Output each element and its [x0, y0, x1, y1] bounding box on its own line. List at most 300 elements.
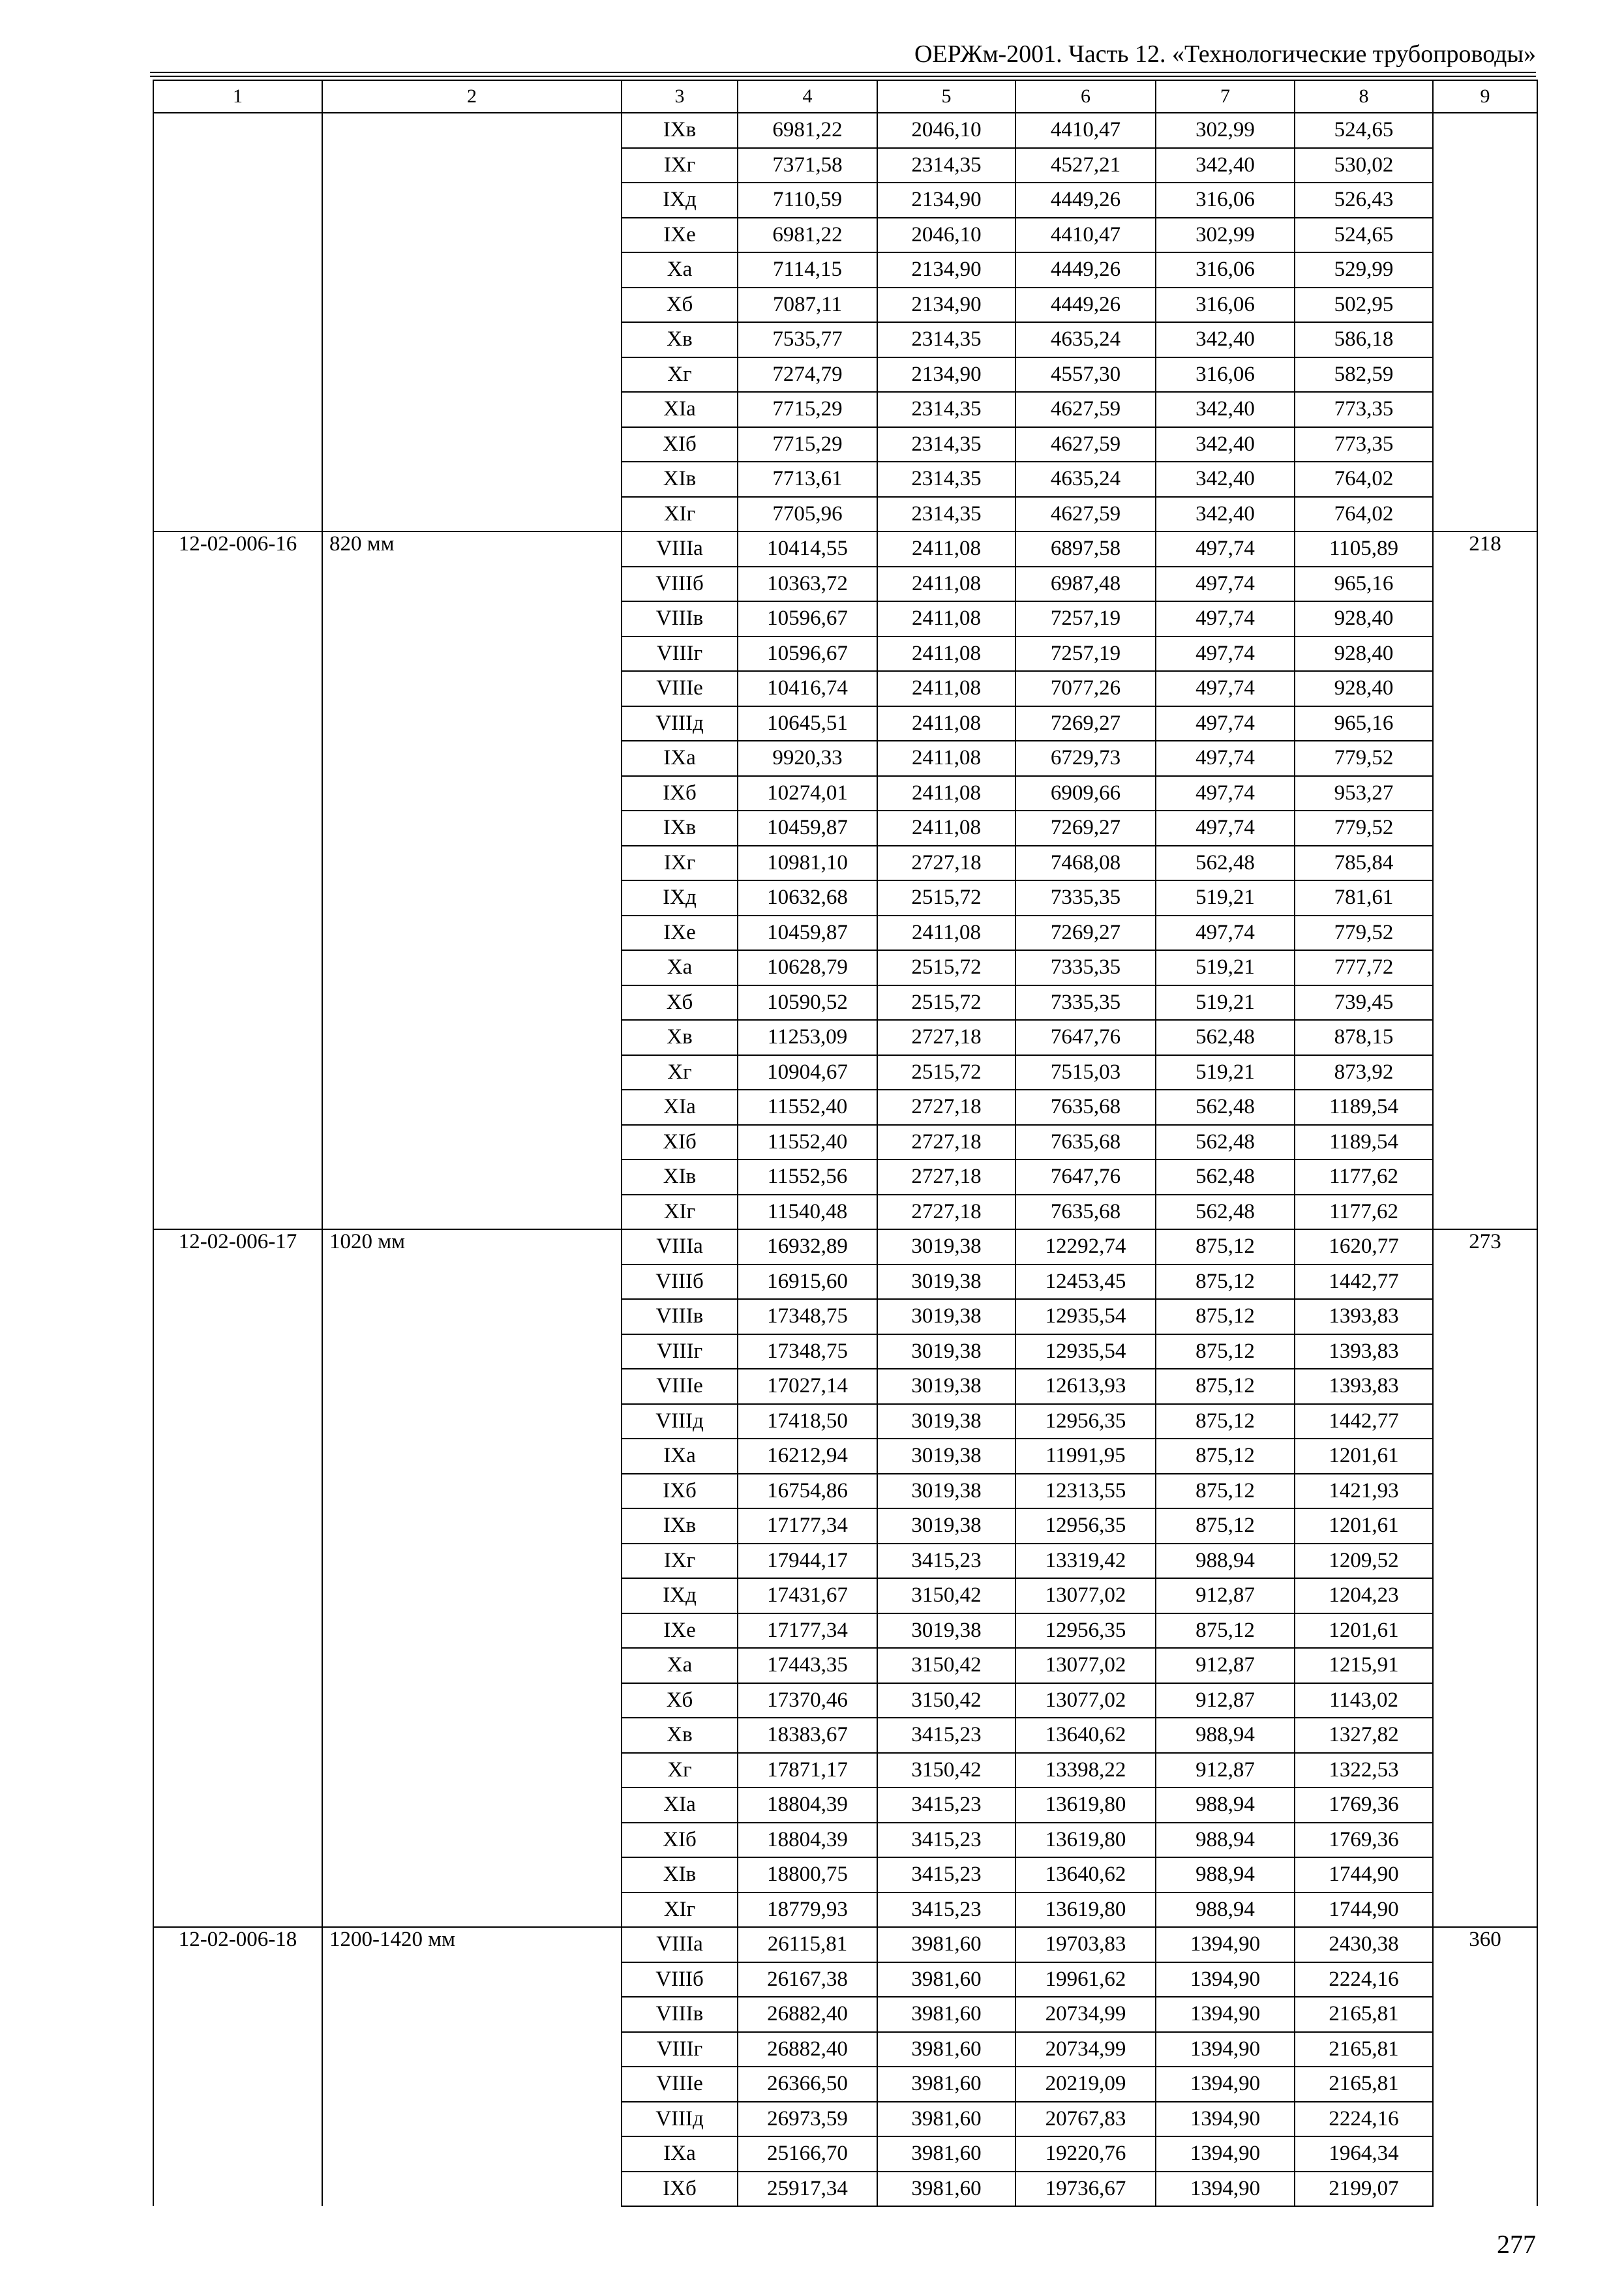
category-cell: Xв	[622, 1020, 738, 1055]
table-row	[153, 1229, 1537, 1264]
machine-cost-cell: 7335,35	[1015, 950, 1156, 985]
materials-cost-cell: 965,16	[1295, 706, 1433, 741]
operator-wages-cell: 562,48	[1156, 846, 1295, 881]
operator-wages-cell: 497,74	[1156, 916, 1295, 951]
total-cost-cell: 17418,50	[738, 1404, 877, 1439]
operator-wages-cell: 875,12	[1156, 1264, 1295, 1300]
category-cell: VIIIд	[622, 1404, 738, 1439]
column-number: 5	[877, 80, 1015, 113]
operator-wages-cell: 519,21	[1156, 880, 1295, 916]
operator-wages-cell: 1394,90	[1156, 2172, 1295, 2207]
machine-cost-cell: 13319,42	[1015, 1544, 1156, 1579]
total-cost-cell: 17431,67	[738, 1578, 877, 1613]
wages-cell: 3019,38	[877, 1369, 1015, 1404]
category-cell: Xа	[622, 1648, 738, 1683]
materials-cost-cell: 1442,77	[1295, 1404, 1433, 1439]
wages-cell: 3019,38	[877, 1334, 1015, 1369]
machine-cost-cell: 4627,59	[1015, 497, 1156, 532]
machine-cost-cell: 7077,26	[1015, 671, 1156, 706]
operator-wages-cell: 562,48	[1156, 1020, 1295, 1055]
category-cell: IXг	[622, 148, 738, 183]
materials-cost-cell: 2165,81	[1295, 2032, 1433, 2067]
wages-cell: 2411,08	[877, 706, 1015, 741]
category-cell: IXб	[622, 2172, 738, 2207]
materials-cost-cell: 1215,91	[1295, 1648, 1433, 1683]
wages-cell: 2314,35	[877, 148, 1015, 183]
wages-cell: 2727,18	[877, 1090, 1015, 1125]
machine-cost-cell: 12935,54	[1015, 1334, 1156, 1369]
operator-wages-cell: 912,87	[1156, 1648, 1295, 1683]
total-cost-cell: 7713,61	[738, 462, 877, 497]
category-cell: XIв	[622, 1857, 738, 1893]
total-cost-cell: 17177,34	[738, 1508, 877, 1544]
operator-wages-cell: 342,40	[1156, 322, 1295, 357]
operator-wages-cell: 316,06	[1156, 252, 1295, 288]
category-cell: Xб	[622, 985, 738, 1021]
operator-wages-cell: 912,87	[1156, 1753, 1295, 1788]
category-cell: VIIIг	[622, 636, 738, 672]
operator-wages-cell: 497,74	[1156, 531, 1295, 567]
materials-cost-cell: 1769,36	[1295, 1823, 1433, 1858]
wages-cell: 3019,38	[877, 1439, 1015, 1474]
operator-wages-cell: 988,94	[1156, 1788, 1295, 1823]
category-cell: IXе	[622, 916, 738, 951]
total-cost-cell: 7087,11	[738, 288, 877, 323]
wages-cell: 3019,38	[877, 1229, 1015, 1264]
operator-wages-cell: 875,12	[1156, 1613, 1295, 1649]
total-cost-cell: 11552,40	[738, 1125, 877, 1160]
materials-cost-cell: 764,02	[1295, 497, 1433, 532]
materials-cost-cell: 777,72	[1295, 950, 1433, 985]
total-cost-cell: 17871,17	[738, 1753, 877, 1788]
category-cell: VIIIб	[622, 567, 738, 602]
total-cost-cell: 10904,67	[738, 1055, 877, 1090]
category-cell: IXв	[622, 811, 738, 846]
materials-cost-cell: 524,65	[1295, 113, 1433, 148]
operator-wages-cell: 342,40	[1156, 392, 1295, 427]
operator-wages-cell: 1394,90	[1156, 2067, 1295, 2102]
machine-cost-cell: 13077,02	[1015, 1578, 1156, 1613]
price-table	[153, 80, 1538, 2207]
materials-cost-cell: 878,15	[1295, 1020, 1433, 1055]
machine-cost-cell: 20767,83	[1015, 2102, 1156, 2137]
materials-cost-cell: 739,45	[1295, 985, 1433, 1021]
wages-cell: 2411,08	[877, 811, 1015, 846]
machine-cost-cell: 7269,27	[1015, 706, 1156, 741]
wages-cell: 2134,90	[877, 288, 1015, 323]
machine-cost-cell: 4449,26	[1015, 252, 1156, 288]
category-cell: VIIIа	[622, 1927, 738, 1962]
machine-cost-cell: 13077,02	[1015, 1683, 1156, 1718]
page-number: 277	[1497, 2230, 1536, 2259]
wages-cell: 3150,42	[877, 1648, 1015, 1683]
category-cell: IXа	[622, 1439, 738, 1474]
category-cell: IXг	[622, 1544, 738, 1579]
total-cost-cell: 7705,96	[738, 497, 877, 532]
operator-wages-cell: 1394,90	[1156, 1962, 1295, 1997]
category-cell: VIIIа	[622, 1229, 738, 1264]
machine-cost-cell: 7635,68	[1015, 1125, 1156, 1160]
category-cell: VIIIб	[622, 1962, 738, 1997]
materials-cost-cell: 953,27	[1295, 776, 1433, 811]
total-cost-cell: 7110,59	[738, 183, 877, 218]
wages-cell: 3019,38	[877, 1508, 1015, 1544]
category-cell: IXе	[622, 218, 738, 253]
category-cell: VIIIа	[622, 531, 738, 567]
machine-cost-cell: 12956,35	[1015, 1613, 1156, 1649]
category-cell: Xб	[622, 288, 738, 323]
machine-cost-cell: 4410,47	[1015, 218, 1156, 253]
wages-cell: 3150,42	[877, 1578, 1015, 1613]
operator-wages-cell: 875,12	[1156, 1404, 1295, 1439]
wages-cell: 3981,60	[877, 2136, 1015, 2172]
operator-wages-cell: 497,74	[1156, 776, 1295, 811]
operator-wages-cell: 912,87	[1156, 1683, 1295, 1718]
wages-cell: 2411,08	[877, 636, 1015, 672]
machine-cost-cell: 6909,66	[1015, 776, 1156, 811]
materials-cost-cell: 965,16	[1295, 567, 1433, 602]
materials-cost-cell: 764,02	[1295, 462, 1433, 497]
wages-cell: 2046,10	[877, 113, 1015, 148]
operator-wages-cell: 342,40	[1156, 462, 1295, 497]
total-cost-cell: 10459,87	[738, 811, 877, 846]
wages-cell: 2134,90	[877, 183, 1015, 218]
total-cost-cell: 16754,86	[738, 1474, 877, 1509]
materials-cost-cell: 1442,77	[1295, 1264, 1433, 1300]
materials-cost-cell: 928,40	[1295, 671, 1433, 706]
column-number-row	[153, 80, 1537, 113]
operator-wages-cell: 912,87	[1156, 1578, 1295, 1613]
total-cost-cell: 10645,51	[738, 706, 877, 741]
operator-wages-cell: 497,74	[1156, 567, 1295, 602]
machine-cost-cell: 7647,76	[1015, 1020, 1156, 1055]
category-cell: IXа	[622, 741, 738, 776]
wages-cell: 2727,18	[877, 1159, 1015, 1195]
column-number: 4	[738, 80, 877, 113]
total-cost-cell: 11552,40	[738, 1090, 877, 1125]
materials-cost-cell: 1201,61	[1295, 1508, 1433, 1544]
total-cost-cell: 10363,72	[738, 567, 877, 602]
operator-wages-cell: 342,40	[1156, 497, 1295, 532]
operator-wages-cell: 497,74	[1156, 636, 1295, 672]
machine-cost-cell: 12935,54	[1015, 1299, 1156, 1334]
total-cost-cell: 18804,39	[738, 1788, 877, 1823]
wages-cell: 3415,23	[877, 1544, 1015, 1579]
materials-cost-cell: 779,52	[1295, 741, 1433, 776]
code-cell	[153, 113, 322, 531]
wages-cell: 2411,08	[877, 916, 1015, 951]
operator-wages-cell: 875,12	[1156, 1334, 1295, 1369]
wages-cell: 2411,08	[877, 601, 1015, 636]
wages-cell: 2727,18	[877, 846, 1015, 881]
operator-wages-cell: 1394,90	[1156, 1997, 1295, 2032]
diameter-cell	[322, 113, 622, 531]
labor-cell: 360	[1433, 1927, 1537, 2206]
machine-cost-cell: 12956,35	[1015, 1508, 1156, 1544]
wages-cell: 2314,35	[877, 462, 1015, 497]
materials-cost-cell: 1421,93	[1295, 1474, 1433, 1509]
materials-cost-cell: 928,40	[1295, 601, 1433, 636]
total-cost-cell: 25166,70	[738, 2136, 877, 2172]
wages-cell: 3981,60	[877, 1997, 1015, 2032]
materials-cost-cell: 779,52	[1295, 811, 1433, 846]
machine-cost-cell: 13619,80	[1015, 1788, 1156, 1823]
wages-cell: 3415,23	[877, 1718, 1015, 1753]
machine-cost-cell: 20734,99	[1015, 2032, 1156, 2067]
total-cost-cell: 26973,59	[738, 2102, 877, 2137]
materials-cost-cell: 1393,83	[1295, 1369, 1433, 1404]
total-cost-cell: 10416,74	[738, 671, 877, 706]
code-cell: 12-02-006-16	[153, 531, 322, 1229]
operator-wages-cell: 875,12	[1156, 1369, 1295, 1404]
machine-cost-cell: 12292,74	[1015, 1229, 1156, 1264]
category-cell: XIг	[622, 1195, 738, 1230]
category-cell: IXб	[622, 1474, 738, 1509]
materials-cost-cell: 1189,54	[1295, 1090, 1433, 1125]
wages-cell: 3981,60	[877, 2102, 1015, 2137]
materials-cost-cell: 785,84	[1295, 846, 1433, 881]
machine-cost-cell: 4527,21	[1015, 148, 1156, 183]
machine-cost-cell: 7269,27	[1015, 916, 1156, 951]
machine-cost-cell: 6897,58	[1015, 531, 1156, 567]
materials-cost-cell: 2199,07	[1295, 2172, 1433, 2207]
category-cell: XIа	[622, 1090, 738, 1125]
total-cost-cell: 26366,50	[738, 2067, 877, 2102]
category-cell: XIа	[622, 392, 738, 427]
operator-wages-cell: 316,06	[1156, 288, 1295, 323]
operator-wages-cell: 316,06	[1156, 183, 1295, 218]
wages-cell: 3981,60	[877, 1927, 1015, 1962]
total-cost-cell: 16212,94	[738, 1439, 877, 1474]
total-cost-cell: 17348,75	[738, 1334, 877, 1369]
operator-wages-cell: 875,12	[1156, 1474, 1295, 1509]
operator-wages-cell: 875,12	[1156, 1439, 1295, 1474]
total-cost-cell: 7535,77	[738, 322, 877, 357]
machine-cost-cell: 13619,80	[1015, 1823, 1156, 1858]
category-cell: IXг	[622, 846, 738, 881]
category-cell: XIг	[622, 497, 738, 532]
total-cost-cell: 16932,89	[738, 1229, 877, 1264]
wages-cell: 3415,23	[877, 1823, 1015, 1858]
table-row	[153, 1927, 1537, 1962]
running-header: ОЕРЖм-2001. Часть 12. «Технологические трубопроводы»	[914, 40, 1536, 68]
total-cost-cell: 25917,34	[738, 2172, 877, 2207]
code-cell: 12-02-006-18	[153, 1927, 322, 2206]
materials-cost-cell: 1204,23	[1295, 1578, 1433, 1613]
category-cell: VIIIе	[622, 671, 738, 706]
machine-cost-cell: 19736,67	[1015, 2172, 1156, 2207]
operator-wages-cell: 562,48	[1156, 1125, 1295, 1160]
code-cell: 12-02-006-17	[153, 1229, 322, 1927]
total-cost-cell: 7274,79	[738, 357, 877, 393]
labor-cell	[1433, 113, 1537, 531]
materials-cost-cell: 773,35	[1295, 427, 1433, 462]
wages-cell: 3981,60	[877, 2067, 1015, 2102]
materials-cost-cell: 2165,81	[1295, 2067, 1433, 2102]
wages-cell: 2515,72	[877, 985, 1015, 1021]
materials-cost-cell: 1964,34	[1295, 2136, 1433, 2172]
operator-wages-cell: 1394,90	[1156, 1927, 1295, 1962]
materials-cost-cell: 526,43	[1295, 183, 1433, 218]
wages-cell: 2515,72	[877, 880, 1015, 916]
category-cell: VIIIд	[622, 706, 738, 741]
operator-wages-cell: 562,48	[1156, 1090, 1295, 1125]
total-cost-cell: 17944,17	[738, 1544, 877, 1579]
total-cost-cell: 17370,46	[738, 1683, 877, 1718]
wages-cell: 2411,08	[877, 531, 1015, 567]
operator-wages-cell: 1394,90	[1156, 2032, 1295, 2067]
operator-wages-cell: 497,74	[1156, 706, 1295, 741]
wages-cell: 2515,72	[877, 1055, 1015, 1090]
machine-cost-cell: 13398,22	[1015, 1753, 1156, 1788]
operator-wages-cell: 988,94	[1156, 1718, 1295, 1753]
machine-cost-cell: 13619,80	[1015, 1893, 1156, 1928]
materials-cost-cell: 1744,90	[1295, 1893, 1433, 1928]
category-cell: Xг	[622, 1055, 738, 1090]
materials-cost-cell: 1322,53	[1295, 1753, 1433, 1788]
wages-cell: 3415,23	[877, 1893, 1015, 1928]
materials-cost-cell: 1177,62	[1295, 1159, 1433, 1195]
machine-cost-cell: 4635,24	[1015, 322, 1156, 357]
category-cell: IXе	[622, 1613, 738, 1649]
operator-wages-cell: 988,94	[1156, 1823, 1295, 1858]
materials-cost-cell: 1201,61	[1295, 1613, 1433, 1649]
machine-cost-cell: 4627,59	[1015, 427, 1156, 462]
table-body	[153, 80, 1537, 2206]
column-number: 8	[1295, 80, 1433, 113]
total-cost-cell: 18383,67	[738, 1718, 877, 1753]
category-cell: VIIIв	[622, 601, 738, 636]
wages-cell: 2727,18	[877, 1195, 1015, 1230]
category-cell: Xа	[622, 252, 738, 288]
total-cost-cell: 10596,67	[738, 601, 877, 636]
wages-cell: 3019,38	[877, 1474, 1015, 1509]
materials-cost-cell: 1189,54	[1295, 1125, 1433, 1160]
total-cost-cell: 6981,22	[738, 218, 877, 253]
machine-cost-cell: 12956,35	[1015, 1404, 1156, 1439]
machine-cost-cell: 13640,62	[1015, 1857, 1156, 1893]
category-cell: VIIIв	[622, 1997, 738, 2032]
wages-cell: 3019,38	[877, 1264, 1015, 1300]
materials-cost-cell: 1143,02	[1295, 1683, 1433, 1718]
materials-cost-cell: 530,02	[1295, 148, 1433, 183]
machine-cost-cell: 12453,45	[1015, 1264, 1156, 1300]
operator-wages-cell: 302,99	[1156, 113, 1295, 148]
category-cell: IXв	[622, 1508, 738, 1544]
wages-cell: 2727,18	[877, 1020, 1015, 1055]
table-row	[153, 531, 1537, 567]
machine-cost-cell: 20734,99	[1015, 1997, 1156, 2032]
materials-cost-cell: 2224,16	[1295, 1962, 1433, 1997]
total-cost-cell: 11253,09	[738, 1020, 877, 1055]
total-cost-cell: 10981,10	[738, 846, 877, 881]
machine-cost-cell: 7335,35	[1015, 985, 1156, 1021]
total-cost-cell: 7715,29	[738, 427, 877, 462]
labor-cell: 218	[1433, 531, 1537, 1229]
operator-wages-cell: 497,74	[1156, 741, 1295, 776]
category-cell: XIв	[622, 1159, 738, 1195]
total-cost-cell: 17027,14	[738, 1369, 877, 1404]
total-cost-cell: 11552,56	[738, 1159, 877, 1195]
operator-wages-cell: 562,48	[1156, 1159, 1295, 1195]
total-cost-cell: 10459,87	[738, 916, 877, 951]
materials-cost-cell: 524,65	[1295, 218, 1433, 253]
total-cost-cell: 18804,39	[738, 1823, 877, 1858]
category-cell: XIг	[622, 1893, 738, 1928]
total-cost-cell: 10596,67	[738, 636, 877, 672]
materials-cost-cell: 2430,38	[1295, 1927, 1433, 1962]
category-cell: Xб	[622, 1683, 738, 1718]
machine-cost-cell: 19961,62	[1015, 1962, 1156, 1997]
category-cell: Xг	[622, 357, 738, 393]
machine-cost-cell: 7647,76	[1015, 1159, 1156, 1195]
wages-cell: 2727,18	[877, 1125, 1015, 1160]
category-cell: XIа	[622, 1788, 738, 1823]
total-cost-cell: 10632,68	[738, 880, 877, 916]
materials-cost-cell: 1105,89	[1295, 531, 1433, 567]
machine-cost-cell: 7515,03	[1015, 1055, 1156, 1090]
operator-wages-cell: 342,40	[1156, 148, 1295, 183]
operator-wages-cell: 342,40	[1156, 427, 1295, 462]
category-cell: Xв	[622, 1718, 738, 1753]
wages-cell: 2411,08	[877, 741, 1015, 776]
category-cell: IXв	[622, 113, 738, 148]
total-cost-cell: 18779,93	[738, 1893, 877, 1928]
machine-cost-cell: 13077,02	[1015, 1648, 1156, 1683]
operator-wages-cell: 875,12	[1156, 1229, 1295, 1264]
materials-cost-cell: 2224,16	[1295, 2102, 1433, 2137]
operator-wages-cell: 562,48	[1156, 1195, 1295, 1230]
category-cell: VIIIе	[622, 2067, 738, 2102]
machine-cost-cell: 7269,27	[1015, 811, 1156, 846]
operator-wages-cell: 988,94	[1156, 1857, 1295, 1893]
diameter-cell: 1020 мм	[322, 1229, 622, 1927]
column-number: 2	[322, 80, 622, 113]
materials-cost-cell: 1769,36	[1295, 1788, 1433, 1823]
materials-cost-cell: 873,92	[1295, 1055, 1433, 1090]
materials-cost-cell: 529,99	[1295, 252, 1433, 288]
total-cost-cell: 11540,48	[738, 1195, 877, 1230]
total-cost-cell: 9920,33	[738, 741, 877, 776]
wages-cell: 2314,35	[877, 427, 1015, 462]
machine-cost-cell: 7257,19	[1015, 636, 1156, 672]
wages-cell: 2314,35	[877, 392, 1015, 427]
diameter-cell: 1200-1420 мм	[322, 1927, 622, 2206]
machine-cost-cell: 6987,48	[1015, 567, 1156, 602]
wages-cell: 2046,10	[877, 218, 1015, 253]
wages-cell: 2411,08	[877, 671, 1015, 706]
category-cell: Xа	[622, 950, 738, 985]
wages-cell: 3150,42	[877, 1683, 1015, 1718]
total-cost-cell: 10274,01	[738, 776, 877, 811]
operator-wages-cell: 875,12	[1156, 1508, 1295, 1544]
operator-wages-cell: 875,12	[1156, 1299, 1295, 1334]
operator-wages-cell: 302,99	[1156, 218, 1295, 253]
machine-cost-cell: 4557,30	[1015, 357, 1156, 393]
category-cell: XIв	[622, 462, 738, 497]
column-number: 3	[622, 80, 738, 113]
machine-cost-cell: 4449,26	[1015, 183, 1156, 218]
machine-cost-cell: 4410,47	[1015, 113, 1156, 148]
category-cell: IXд	[622, 183, 738, 218]
materials-cost-cell: 586,18	[1295, 322, 1433, 357]
materials-cost-cell: 1209,52	[1295, 1544, 1433, 1579]
operator-wages-cell: 497,74	[1156, 671, 1295, 706]
column-number: 6	[1015, 80, 1156, 113]
total-cost-cell: 26115,81	[738, 1927, 877, 1962]
category-cell: IXб	[622, 776, 738, 811]
total-cost-cell: 10414,55	[738, 531, 877, 567]
